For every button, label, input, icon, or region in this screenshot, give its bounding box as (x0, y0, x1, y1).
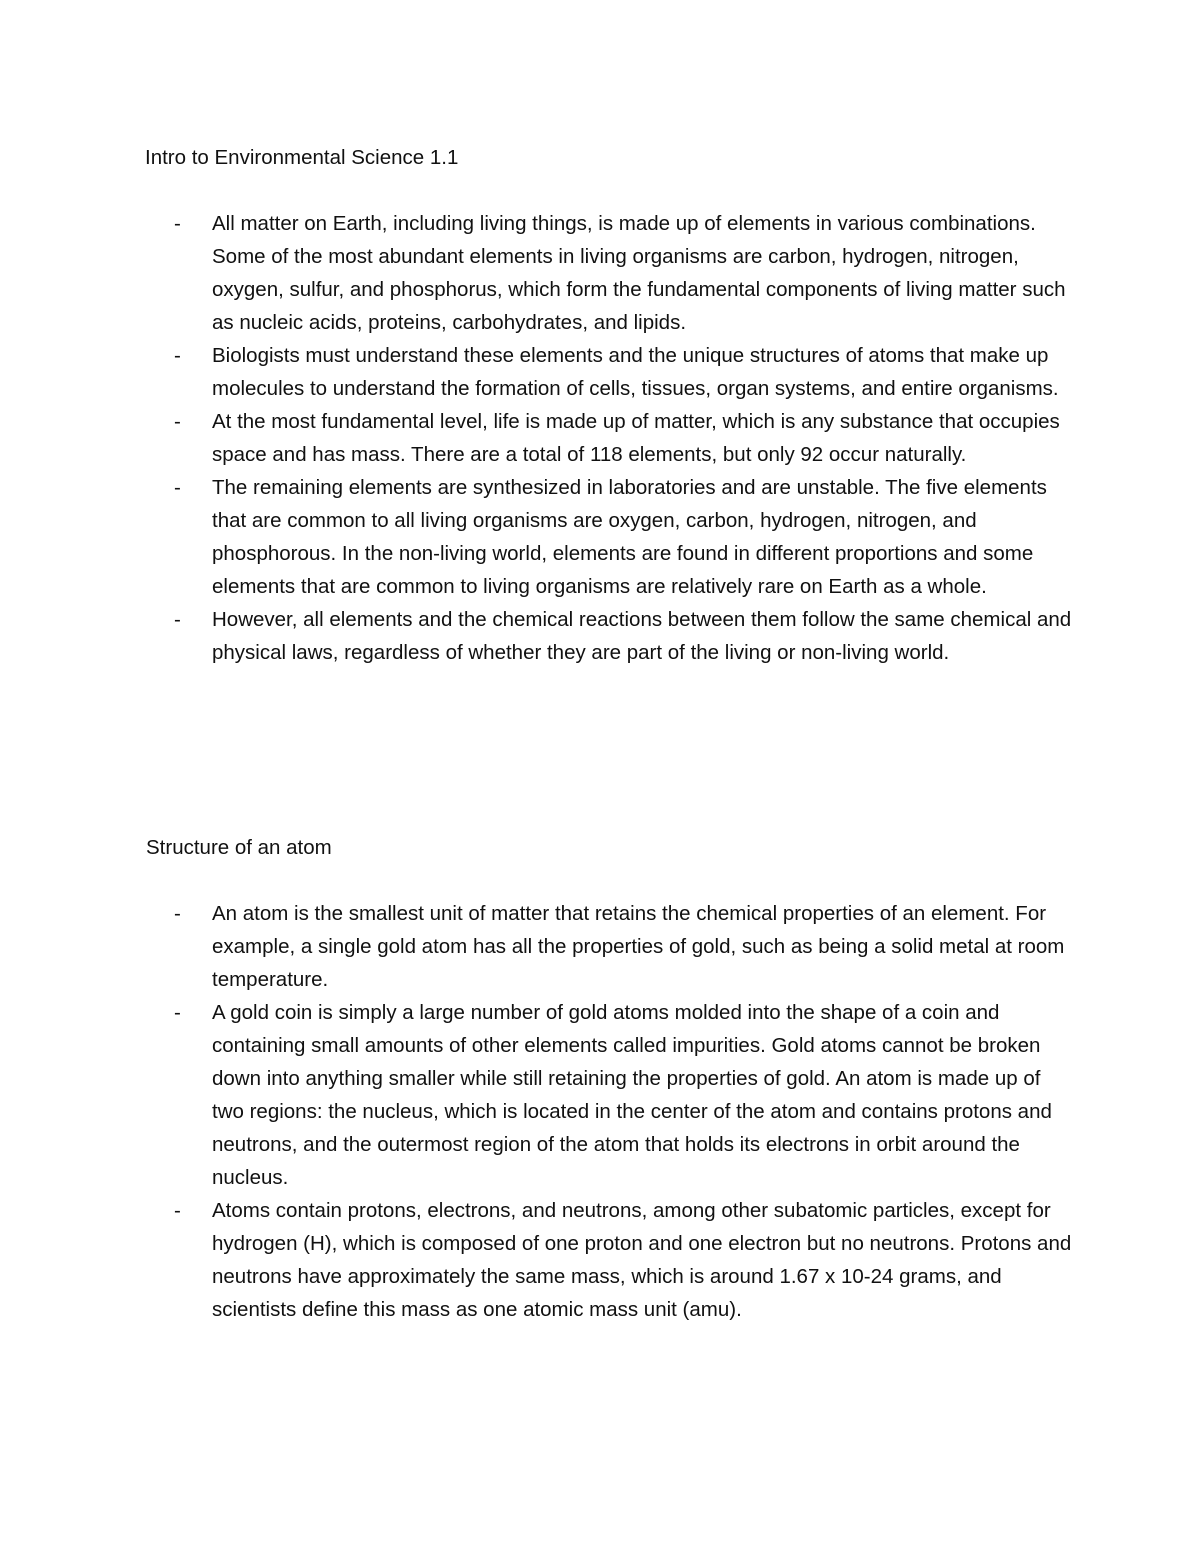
bullet-text: Atoms contain protons, electrons, and neutrons, among other subatomic particles, except for hydrogen (H), which is composed of one proton and one electron but no neutrons. Protons and neutrons have approximately the same mass, which is around 1.67 x 10-24 grams, and scientists define this mass as one atomic mass unit (amu). (212, 1199, 1072, 1321)
list-item (172, 996, 1072, 1194)
list-item (172, 603, 1072, 669)
section-heading-intro: Intro to Environmental Science 1.1 (145, 146, 459, 169)
bullet-dash: - (174, 608, 181, 631)
bullet-dash: - (174, 1001, 181, 1024)
bullet-text: However, all elements and the chemical reactions between them follow the same chemical and physical laws, regardless of whether they are part of the living or non-living world. (212, 608, 1072, 664)
section-heading-atom-structure: Structure of an atom (146, 836, 332, 859)
list-item (172, 897, 1072, 996)
bullet-text: The remaining elements are synthesized in laboratories and are unstable. The five elements that are common to all living organisms are oxygen, carbon, hydrogen, nitrogen, and phosphorous. In the non-living world, elements are found in different proportions and some elements that are common to living organisms are relatively rare on Earth as a whole. (212, 476, 1047, 598)
list-item (172, 471, 1072, 603)
list-item (172, 207, 1072, 339)
bullet-dash: - (174, 902, 181, 925)
bullet-text: A gold coin is simply a large number of gold atoms molded into the shape of a coin and containing small amounts of other elements called impurities. Gold atoms cannot be broken down into anything smaller while still retaining the properties of gold. An atom is made up of two regions: the nucleus, which is located in the center of the atom and contains protons and neutrons, and the outermost region of the atom that holds its electrons in orbit around the nucleus. (212, 1001, 1052, 1189)
bullet-dash: - (174, 212, 181, 235)
intro-bullet-list (172, 207, 1072, 669)
bullet-text: All matter on Earth, including living things, is made up of elements in various combinations. Some of the most abundant elements in living organisms are carbon, hydrogen, nitrogen, oxygen, sulfur, and phosphorus, which form the fundamental components of living matter such as nucleic acids, proteins, carbohydrates, and lipids. (212, 212, 1066, 334)
bullet-text: Biologists must understand these elements and the unique structures of atoms that make up molecules to understand the formation of cells, tissues, organ systems, and entire organisms. (212, 344, 1059, 400)
list-item (172, 1194, 1072, 1326)
list-item (172, 405, 1072, 471)
bullet-dash: - (174, 344, 181, 367)
bullet-dash: - (174, 476, 181, 499)
list-item (172, 339, 1072, 405)
bullet-dash: - (174, 410, 181, 433)
atom-bullet-list (172, 897, 1072, 1326)
bullet-dash: - (174, 1199, 181, 1222)
bullet-text: An atom is the smallest unit of matter that retains the chemical properties of an element. For example, a single gold atom has all the properties of gold, such as being a solid metal at room temperature. (212, 902, 1065, 991)
bullet-text: At the most fundamental level, life is made up of matter, which is any substance that occupies space and has mass. There are a total of 118 elements, but only 92 occur naturally. (212, 410, 1060, 466)
